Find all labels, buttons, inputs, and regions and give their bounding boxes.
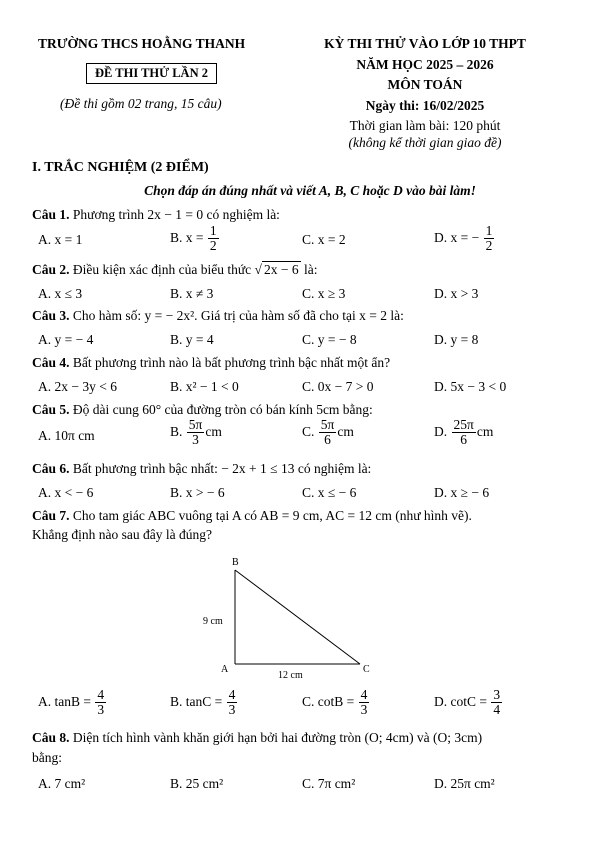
school-name: TRƯỜNG THCS HOẰNG THANH — [38, 36, 246, 51]
triangle-figure — [195, 552, 385, 687]
option-c: C. 7π cm² — [302, 776, 356, 791]
question-text: Phương trình 2x − 1 = 0 có nghiệm là: — [72, 207, 280, 222]
option-d: D. x = − $\frac{1}{2}$ — [434, 223, 493, 254]
option-d: D. y = 8 — [434, 332, 479, 347]
option-b: B. 25 cm² — [170, 776, 224, 791]
subject: MÔN TOÁN — [387, 77, 463, 92]
section-instruction: Chọn đáp án đúng nhất và viết A, B, C hoặc D vào bài làm! — [144, 183, 476, 198]
option-a: A. x < − 6 — [38, 485, 94, 500]
sqrt-expression: √ 2x − 6 — [254, 262, 299, 277]
option-d: D. x > 3 — [434, 286, 479, 301]
option-c: C. y = − 8 — [302, 332, 357, 347]
question-8: Câu 8. Diện tích hình vành khăn giới hạn bởi hai đường tròn (O; 4cm) và (O; 3cm) — [32, 730, 483, 745]
question-1 — [32, 207, 280, 223]
option-c: C. 0x − 7 > 0 — [302, 379, 374, 394]
vertex-c-label: C — [363, 664, 370, 675]
option-c: C. x ≥ 3 — [302, 286, 346, 301]
question-7: Câu 7. Cho tam giác ABC vuông tại A có AB = 9 cm, AC = 12 cm (như hình vẽ). — [32, 508, 472, 523]
option-d: D. x ≥ − 6 — [434, 485, 490, 500]
section-title: I. TRẮC NGHIỆM (2 ĐIỂM) — [32, 160, 209, 175]
vertex-b-label: B — [232, 557, 239, 568]
question-2: Câu 2. Điều kiện xác định của biểu thức √ 2x − 6 là: — [32, 262, 318, 277]
option-a: A. 2x − 3y < 6 — [38, 379, 117, 394]
exam-label: ĐỀ THI THỬ LẦN 2 — [86, 63, 217, 84]
question-5: Câu 5. Độ dài cung 60° của đường tròn có bán kính 5cm bằng: — [32, 402, 373, 417]
exam-title: KỲ THI THỬ VÀO LỚP 10 THPT — [324, 36, 526, 51]
option-d: D. cotC = $\frac{3}{4}$ — [434, 687, 501, 718]
option-a: A. y = − 4 — [38, 332, 94, 347]
option-b: B. x² − 1 < 0 — [170, 379, 239, 394]
side-ac-label: 12 cm — [278, 670, 303, 681]
option-c: C. x = 2 — [302, 232, 346, 247]
exam-date: Ngày thi: 16/02/2025 — [365, 98, 485, 113]
option-b: B. y = 4 — [170, 332, 214, 347]
option-b: B. $\frac{5\pi}{3}$ cm — [170, 417, 222, 448]
option-a: A. 7 cm² — [38, 776, 86, 791]
option-b: B. tanC = $\frac{4}{3}$ — [170, 687, 236, 718]
option-b: B. x = $\frac{1}{2}$ — [170, 223, 217, 254]
question-6: Câu 6. Bất phương trình bậc nhất: − 2x + 1 ≤ 13 có nghiệm là: — [32, 461, 372, 476]
option-c: C. x ≤ − 6 — [302, 485, 357, 500]
side-ab-label: 9 cm — [203, 616, 223, 627]
duration: Thời gian làm bài: 120 phút — [349, 118, 501, 133]
question-number: Câu 1. — [32, 207, 70, 222]
option-d: D. $\frac{25\pi}{6}$ cm — [434, 417, 494, 448]
option-c: C. cotB = $\frac{4}{3}$ — [302, 687, 368, 718]
option-a: A. tanB = $\frac{4}{3}$ — [38, 687, 105, 718]
option-d: D. 25π cm² — [434, 776, 495, 791]
option-d: D. 5x − 3 < 0 — [434, 379, 507, 394]
option-a: A. 10π cm — [38, 428, 95, 443]
question-7-line-2: Khẳng định nào sau đây là đúng? — [32, 527, 212, 542]
pages-note: (Đề thi gồm 02 trang, 15 câu) — [60, 96, 222, 111]
option-b: B. x > − 6 — [170, 485, 225, 500]
duration-note: (không kể thời gian giao đề) — [348, 135, 502, 150]
option-c: C. $\frac{5\pi}{6}$ cm — [302, 417, 354, 448]
option-a: A. x = 1 — [38, 232, 83, 247]
option-b: B. x ≠ 3 — [170, 286, 214, 301]
question-8-line-2: bằng: — [32, 750, 62, 765]
question-3: Câu 3. Cho hàm số: y = − 2x². Giá trị của hàm số đã cho tại x = 2 là: — [32, 308, 404, 323]
vertex-a-label: A — [221, 664, 229, 675]
question-4: Câu 4. Bất phương trình nào là bất phương trình bậc nhất một ẩn? — [32, 355, 391, 370]
school-year: NĂM HỌC 2025 – 2026 — [356, 57, 494, 72]
option-a: A. x ≤ 3 — [38, 286, 83, 301]
